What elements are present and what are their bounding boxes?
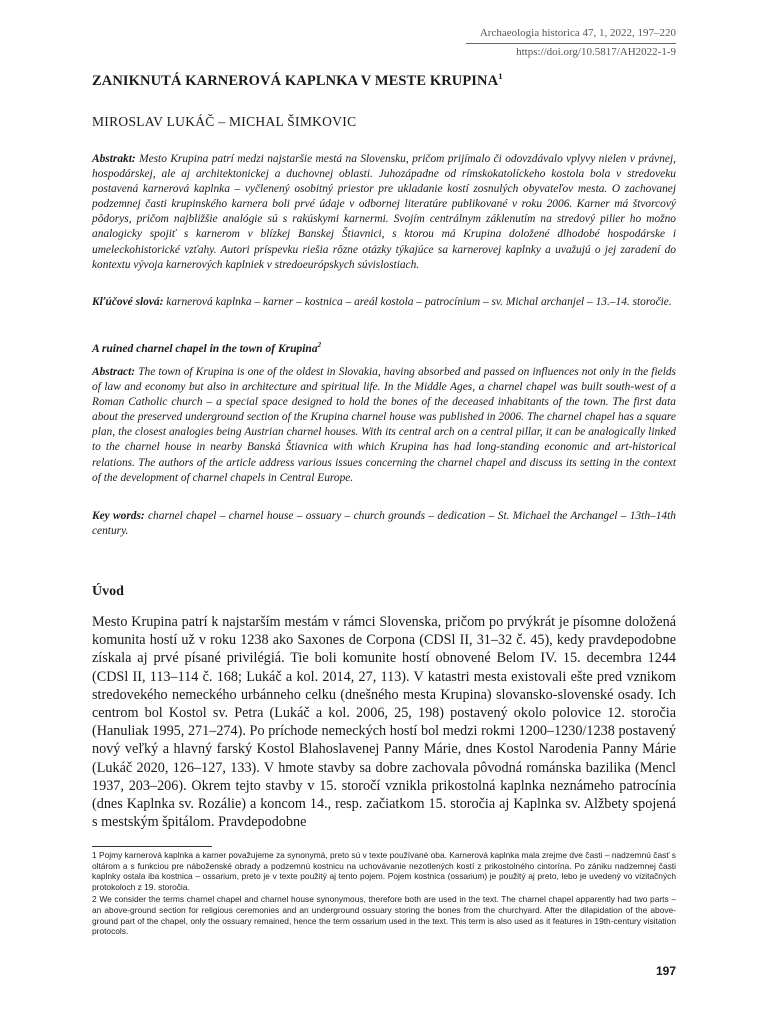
- footnotes: [92, 850, 676, 939]
- abstract-sk: [92, 152, 676, 273]
- footnote-1: 1 Pojmy karnerová kaplnka a karner považujeme za synonymá, preto sú v texte používané oba. Karnerová kaplnka mala zrejme dve časti – nadzemnú časť s oltárom a s funkciou pre náboženské obrady a podzemnú kostnicu na uchovávanie nezotlených kostí z prikostolného cintorína. Po zániku nadzemnej časti kaplnky ostala iba kostnica – ossarium, preto je v texte použitý aj tento pojem. Pojem kostnica (ossarium) je použitý aj preto, lebo je uvedený vo vizitačných protokoloch z 19. storočia.: [92, 850, 676, 892]
- footnote-2: 2 We consider the terms charnel chapel and charnel house synonymous, therefore both are used in the text. The charnel chapel apparently had two parts – an above-ground section for religious ceremonies and an underground ossuary storing the bones from the churchyard. After the dilapidation of the above-ground part of the chapel, only the ossuary remained, hence the term ossarium used in the text. This term is also used as it features in 19th-century visitation protocols.: [92, 894, 676, 937]
- journal-citation: Archaeologia historica 47, 1, 2022, 197–220: [479, 27, 676, 39]
- footnote-rule: [92, 846, 212, 847]
- english-title: [92, 343, 321, 355]
- doi-link[interactable]: https://doi.org/10.5817/AH2022-1-9: [516, 46, 676, 58]
- title-footnote-ref[interactable]: 1: [498, 71, 503, 82]
- keywords-en-label: Key words:: [92, 510, 145, 522]
- abstract-sk-label: Abstrakt:: [92, 153, 136, 165]
- article-title-text: ZANIKNUTÁ KARNEROVÁ KAPLNKA V MESTE KRUPINA: [92, 73, 499, 89]
- abstract-sk-text: Mesto Krupina patrí medzi najstaršie mestá na Slovensku, pričom prijímalo či odovzdávalo vplyvy nielen v právnej, hospodárskej, ale aj architektonickej a duchovnej oblasti. Juhozápadne od rímskokatolíckeho kostola bola v stredoveku postavená karnerová kaplnka – vyčlenený osobitný priestor pre ukladanie kostí zosnulých obyvateľov mesta. O zachovanej podzemnej časti krupinského karnera boli prvé údaje v odbornej literatúre publikované v roku 2006. Karner má štvorcový pôdorys, pričom najbližšie analógie sú s rakúskymi karnermi. Svojím centrálnym záklenutím na stredový pilier ho možno analogicky spojiť s karnerom v blízkej Banskej Štiavnici, s ktorou má Krupina doložené dlhodobé hospodárske i umeleckohistorické vzťahy. Autori príspevku riešia rôzne otázky týkajúce sa karnerovej kaplnky a uvažujú o jej zaradení do kontextu vývoja karnerových kaplniek v stredoeurópskych súvislostiach.: [92, 153, 676, 271]
- keywords-en: [92, 509, 676, 539]
- keywords-en-text: charnel chapel – charnel house – ossuary – church grounds – dedication – St. Michael the Archangel – 13th–14th century.: [92, 510, 676, 538]
- header-rule: [466, 43, 676, 44]
- english-title-footnote-ref[interactable]: 2: [317, 342, 322, 350]
- keywords-sk: [92, 295, 676, 310]
- english-title-text: A ruined charnel chapel in the town of Krupina: [92, 343, 318, 355]
- article-title: [92, 73, 503, 90]
- body-paragraph: Mesto Krupina patrí k najstarším mestám v rámci Slovenska, pričom po prvýkrát je písomne doložená komunita hostí už v roku 1238 ako Saxones de Corpona (CDSl II, 31–32 č. 45), kedy pravdepodobne získala aj prvé písané privilégiá. Tie boli komunite hostí obnovené Belom IV. 15. decembra 1244 (CDSl II, 113–114 č. 168; Lukáč a kol. 2014, 27, 113). V katastri mesta existovali ešte pred vznikom stredovekého nemeckého urbánneho celku (dnešného mesta Krupina) slovansko-slovenské osady. Ich centrom bol Kostol sv. Petra (Lukáč a kol. 2006, 25, 198) postavený okolo polovice 12. storočia (Hanuliak 1995, 271–274). Po príchode nemeckých hostí bol medzi rokmi 1200–1230/1238 postavený nový veľký a hlavný farský Kostol Blahoslavenej Panny Márie, dnes Kostol Narodenia Panny Márie (Lukáč 2020, 126–127, 133). V hmote stavby sa dobre zachovala pôvodná románska bazilika (Mencl 1937, 203–206). Okrem tejto stavby v 15. storočí vznikla prikostolná kaplnka neznámeho patrocínia (dnes Kaplnka sv. Rozálie) a koncom 14., resp. začiatkom 15. storočia aj Kaplnka sv. Alžbety spojená s mestským špitálom. Pravdepodobne: [92, 614, 676, 831]
- section-heading: Úvod: [92, 584, 124, 599]
- authors: MIROSLAV LUKÁČ – MICHAL ŠIMKOVIC: [92, 114, 357, 129]
- abstract-en-label: Abstract:: [92, 366, 136, 378]
- keywords-sk-text: karnerová kaplnka – karner – kostnica – areál kostola – patrocínium – sv. Michal archanjel – 13.–14. storočie.: [166, 296, 672, 308]
- abstract-en-text: The town of Krupina is one of the oldest in Slovakia, having absorbed and passed on influences not only in the fields of law and economy but also in architecture and spiritual life. In the Middle Ages, a charnel chapel was built south-west of a Roman Catholic church – a special space designed to hold the bones of the deceased inhabitants of the town. The first data about the preserved underground section of the Krupina charnel house was published in 2006. The charnel chapel has a square plan, the closest analogies being Austrian charnel houses. With its central arch on a central pillar, it can be analogically linked to the charnel house in nearby Banská Štiavnica with which Krupina has had long-standing economic and art-historical relations. The authors of the article address various issues concerning the charnel chapel and discuss its setting in the context of the development of charnel chapels in Central Europe.: [92, 366, 676, 484]
- keywords-sk-label: Kľúčové slová:: [92, 296, 164, 308]
- page-number: 197: [655, 964, 676, 978]
- abstract-en: [92, 365, 676, 486]
